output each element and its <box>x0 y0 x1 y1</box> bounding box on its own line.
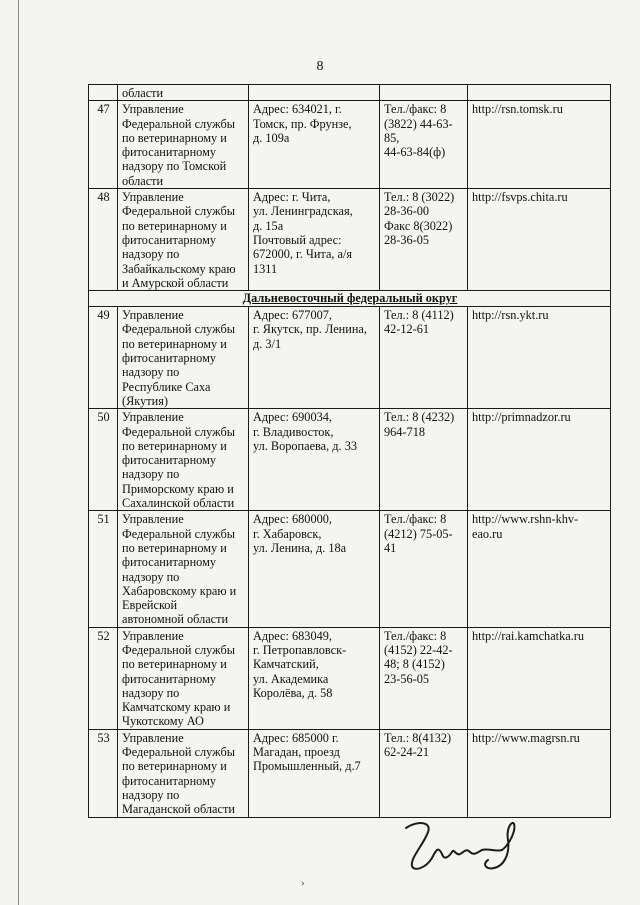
website-cell: http://fsvps.chita.ru <box>468 189 611 291</box>
authority-name-cell: Управление Федеральной службы по ветеринарному и фитосанитарному надзору по Республике Саха (Якутия) <box>118 307 249 409</box>
phone-cell <box>380 85 468 101</box>
region-header-row <box>89 291 611 307</box>
table-row-continuation <box>89 85 611 101</box>
footer-mark: › <box>301 877 305 889</box>
address-cell: Адрес: 680000, г. Хабаровск, ул. Ленина, д. 18а <box>249 511 380 627</box>
region-title: Дальневосточный федеральный округ <box>89 291 611 307</box>
row-number-cell: 51 <box>89 511 118 627</box>
registry-table <box>88 84 611 818</box>
website-cell: http://rai.kamchatka.ru <box>468 627 611 729</box>
address-cell: Адрес: 677007, г. Якутск, пр. Ленина, д. 3/1 <box>249 307 380 409</box>
table-row <box>89 101 611 189</box>
table-row <box>89 409 611 511</box>
address-cell: Адрес: г. Чита, ул. Ленинградская, д. 15а Почтовый адрес: 672000, г. Чита, а/я 1311 <box>249 189 380 291</box>
table-row <box>89 511 611 627</box>
website-cell <box>468 85 611 101</box>
phone-cell: Тел./факс: 8 (4212) 75-05- 41 <box>380 511 468 627</box>
phone-cell: Тел.: 8(4132) 62-24-21 <box>380 729 468 817</box>
authority-name-cell: Управление Федеральной службы по ветеринарному и фитосанитарному надзору по Приморскому краю и Сахалинской области <box>118 409 249 511</box>
phone-cell: Тел./факс: 8 (4152) 22-42- 48; 8 (4152) 23-56-05 <box>380 627 468 729</box>
authority-name-cell: Управление Федеральной службы по ветеринарному и фитосанитарному надзору по Забайкальскому краю и Амурской области <box>118 189 249 291</box>
page-number: 8 <box>316 59 324 74</box>
address-cell: Адрес: 683049, г. Петропавловск- Камчатский, ул. Академика Королёва, д. 58 <box>249 627 380 729</box>
table-row <box>89 189 611 291</box>
address-cell: Адрес: 685000 г. Магадан, проезд Промышленный, д.7 <box>249 729 380 817</box>
authority-name-cell: области <box>118 85 249 101</box>
table-row <box>89 627 611 729</box>
phone-cell: Тел.: 8 (4112) 42-12-61 <box>380 307 468 409</box>
address-cell <box>249 85 380 101</box>
row-number-cell: 48 <box>89 189 118 291</box>
address-cell: Адрес: 634021, г. Томск, пр. Фрунзе, д. 109а <box>249 101 380 189</box>
phone-cell: Тел.: 8 (3022) 28-36-00 Факс 8(3022) 28-36-05 <box>380 189 468 291</box>
website-cell: http://primnadzor.ru <box>468 409 611 511</box>
phone-cell: Тел./факс: 8 (3822) 44-63- 85, 44-63-84(ф) <box>380 101 468 189</box>
phone-cell: Тел.: 8 (4232) 964-718 <box>380 409 468 511</box>
authority-name-cell: Управление Федеральной службы по ветеринарному и фитосанитарному надзору по Магаданской области <box>118 729 249 817</box>
row-number-cell <box>89 85 118 101</box>
website-cell: http://www.rshn-khv- eao.ru <box>468 511 611 627</box>
row-number-cell: 49 <box>89 307 118 409</box>
website-cell: http://www.magrsn.ru <box>468 729 611 817</box>
authority-name-cell: Управление Федеральной службы по ветеринарному и фитосанитарному надзору по Камчатскому краю и Чукотскому АО <box>118 627 249 729</box>
scan-edge-line <box>18 0 19 905</box>
handwritten-signature <box>398 818 528 876</box>
row-number-cell: 53 <box>89 729 118 817</box>
table-row <box>89 307 611 409</box>
website-cell: http://rsn.ykt.ru <box>468 307 611 409</box>
row-number-cell: 50 <box>89 409 118 511</box>
website-cell: http://rsn.tomsk.ru <box>468 101 611 189</box>
row-number-cell: 52 <box>89 627 118 729</box>
row-number-cell: 47 <box>89 101 118 189</box>
authority-name-cell: Управление Федеральной службы по ветеринарному и фитосанитарному надзору по Томской области <box>118 101 249 189</box>
authority-name-cell: Управление Федеральной службы по ветеринарному и фитосанитарному надзору по Хабаровскому краю и Еврейской автономной области <box>118 511 249 627</box>
address-cell: Адрес: 690034, г. Владивосток, ул. Воропаева, д. 33 <box>249 409 380 511</box>
table-row <box>89 729 611 817</box>
